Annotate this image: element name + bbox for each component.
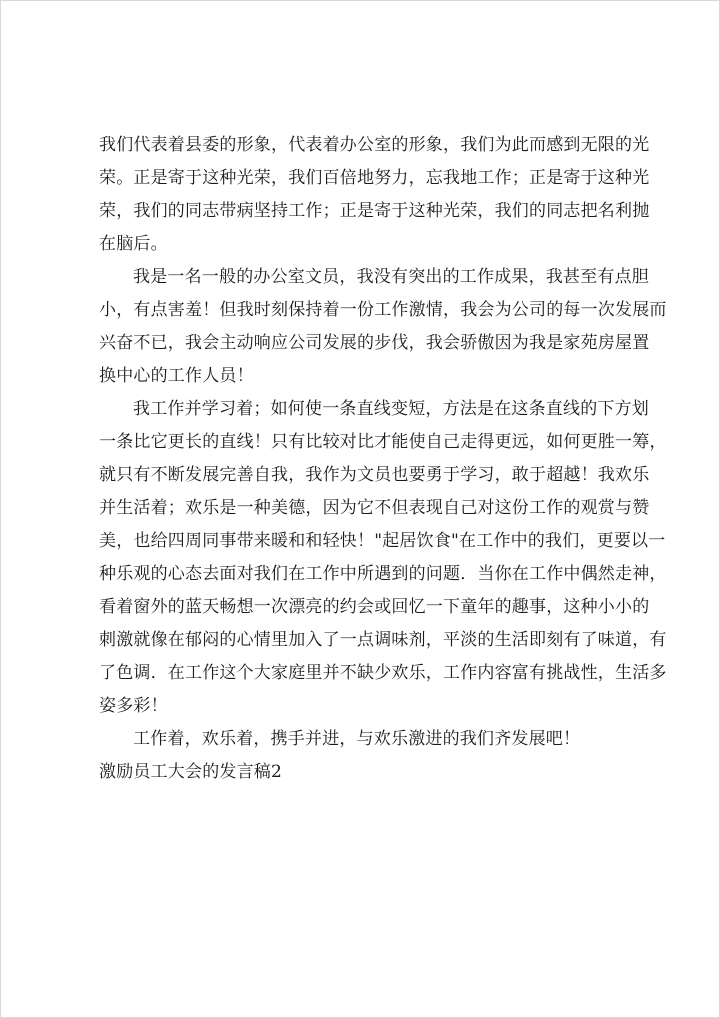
text-line: 我是一名一般的办公室文员，我没有突出的工作成果，我甚至有点胆 — [133, 267, 649, 287]
text-line: 换中心的工作人员！ — [99, 366, 254, 386]
text-line: 荣。正是寄于这种光荣，我们百倍地努力，忘我地工作；正是寄于这种光 — [99, 168, 650, 188]
text-line: 小，有点害羞！但我时刻保持着一份工作激情，我会为公司的每一次发展而 — [99, 300, 667, 320]
text-line: 一条比它更长的直线！只有比较对比才能使自己走得更远，如何更胜一筹， — [99, 432, 667, 452]
text-line: 荣，我们的同志带病坚持工作；正是寄于这种光荣，我们的同志把名利抛 — [99, 201, 650, 221]
text-line: 看着窗外的蓝天畅想一次漂亮的约会或回忆一下童年的趣事，这种小小的 — [99, 597, 650, 617]
text-line: 刺激就像在郁闷的心情里加入了一点调味剂，平淡的生活即刻有了味道，有 — [99, 630, 667, 650]
text-line: 种乐观的心态去面对我们在工作中所遇到的问题．当你在工作中偶然走神， — [99, 564, 667, 584]
text-line: 在脑后。 — [99, 234, 168, 254]
text-line: 就只有不断发展完善自我，我作为文员也要勇于学习，敢于超越！我欢乐 — [99, 465, 650, 485]
section-heading: 激励员工大会的发言稿2 — [99, 762, 283, 782]
text-line: 工作着，欢乐着，携手并进，与欢乐激进的我们齐发展吧！ — [133, 729, 581, 749]
document-body — [99, 129, 667, 789]
text-line: 我工作并学习着；如何使一条直线变短，方法是在这条直线的下方划 — [133, 399, 649, 419]
text-line: 并生活着；欢乐是一种美德，因为它不但表现自己对这份工作的观赏与赞 — [99, 498, 650, 518]
text-line: 美，也给四周同事带来暖和和轻快！"起居饮食"在工作中的我们，更要以一 — [99, 531, 666, 551]
text-line: 我们代表着县委的形象，代表着办公室的形象，我们为此而感到无限的光 — [99, 135, 650, 155]
text-line: 了色调．在工作这个大家庭里并不缺少欢乐，工作内容富有挑战性，生活多 — [99, 663, 667, 683]
text-line: 姿多彩！ — [99, 696, 168, 716]
text-line: 兴奋不已，我会主动响应公司发展的步伐，我会骄傲因为我是家苑房屋置 — [99, 333, 650, 353]
